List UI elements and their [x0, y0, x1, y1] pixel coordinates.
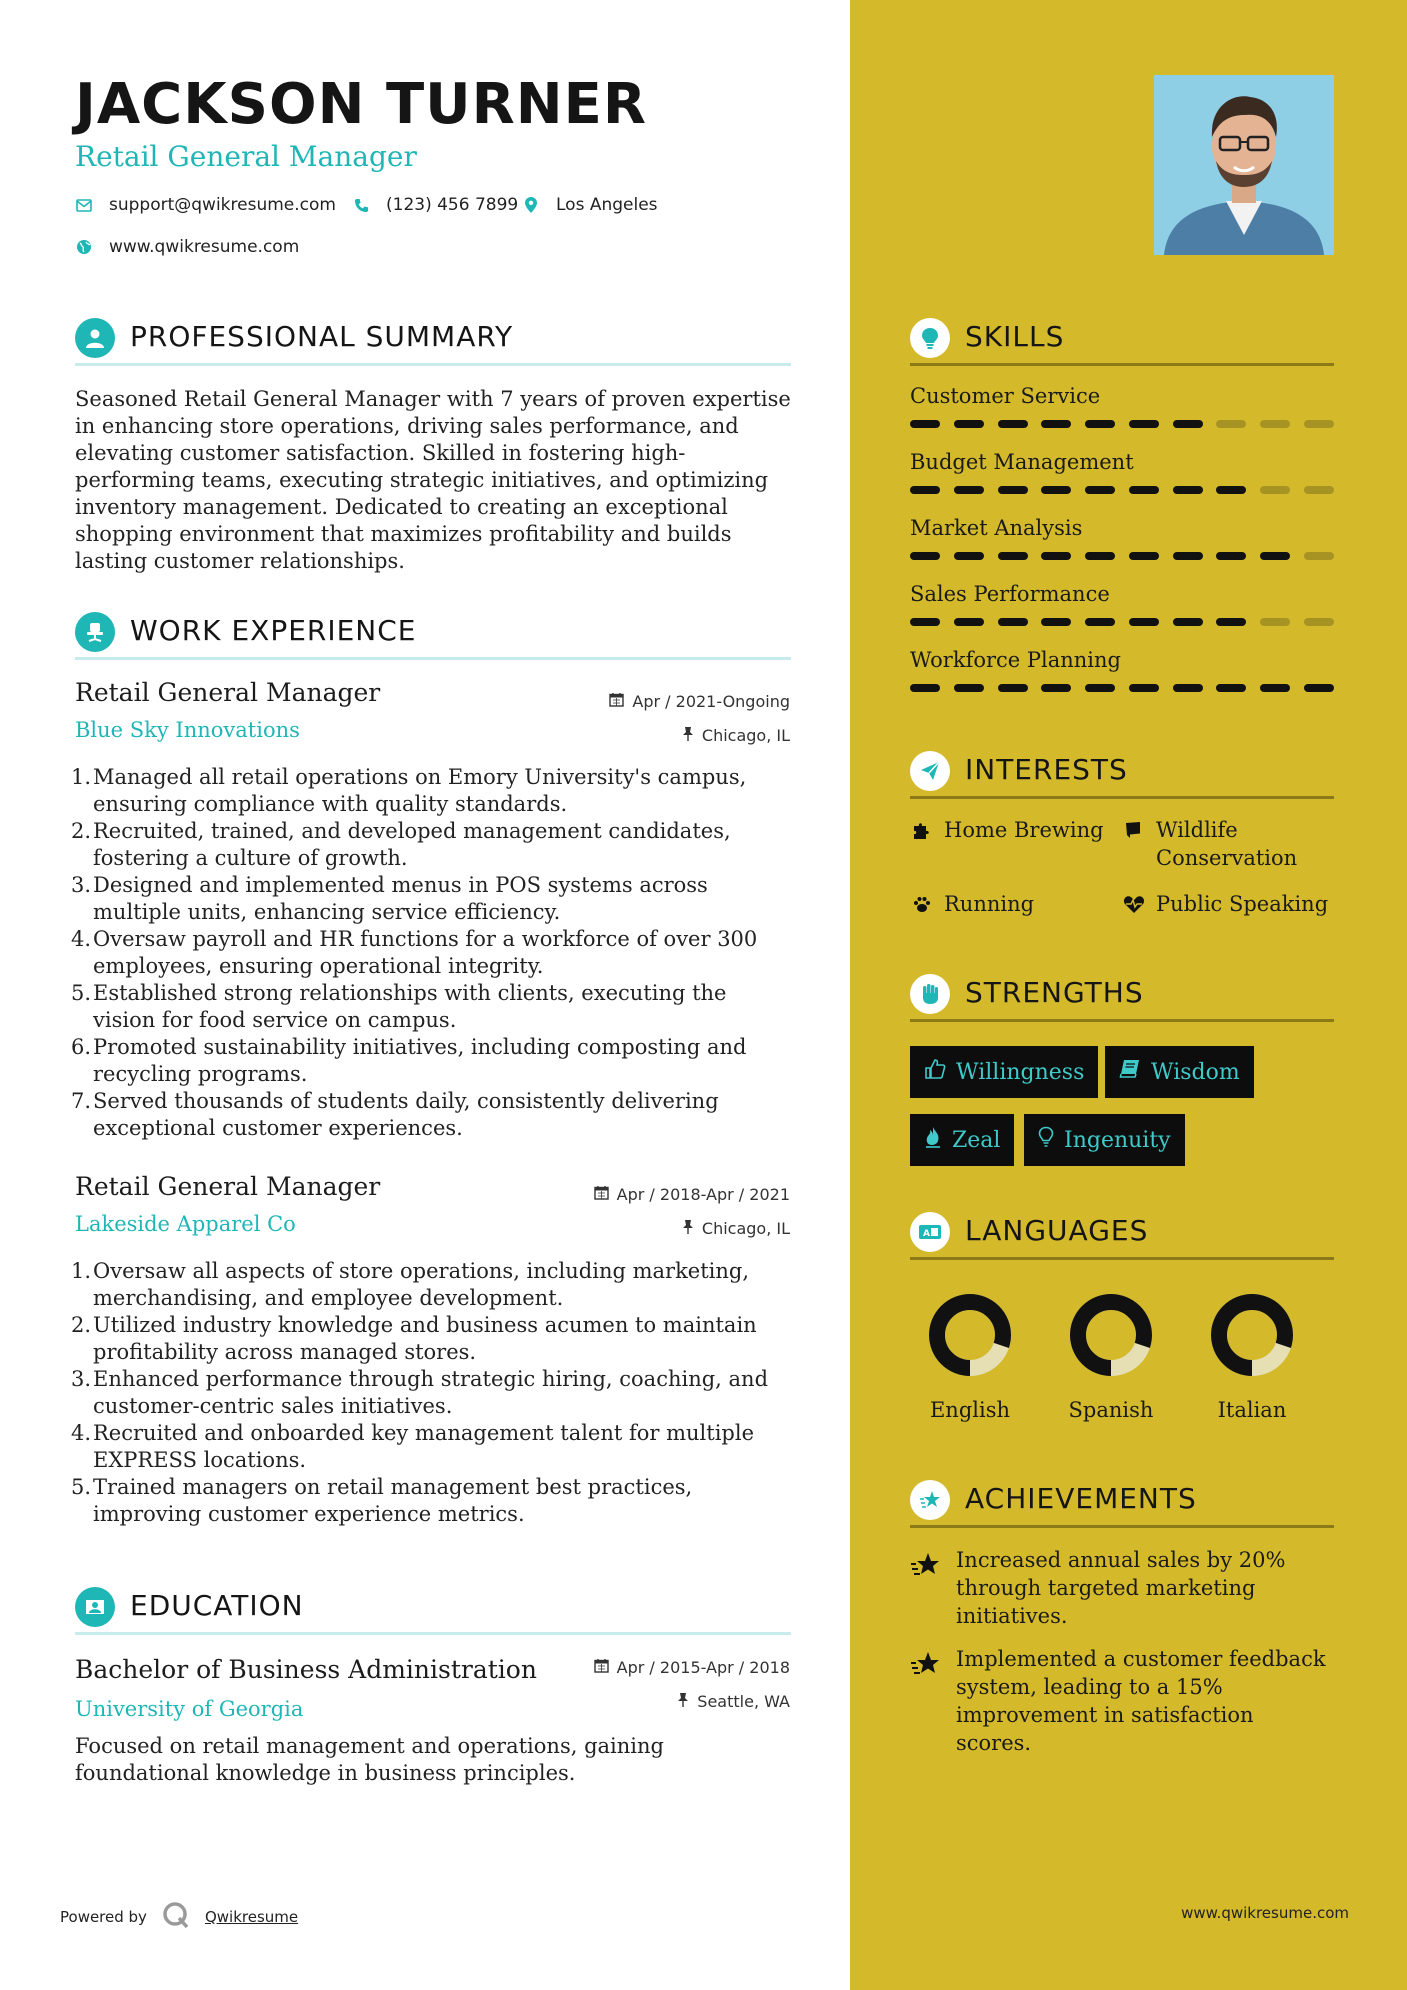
skill-segment [1085, 486, 1115, 494]
contact-website[interactable] [75, 237, 299, 257]
skill-segment [1085, 618, 1115, 626]
book-icon [1119, 1059, 1141, 1085]
pushpin-icon [677, 1692, 689, 1711]
interests-heading [910, 747, 1334, 799]
skill-segment [1173, 552, 1203, 560]
powered-by [60, 1900, 298, 1934]
pushpin-icon [682, 1219, 694, 1238]
skill-bar [910, 618, 1334, 626]
skill-row [910, 648, 1334, 692]
skill-name: Market Analysis [910, 516, 1083, 540]
achievement-item [910, 1645, 1334, 1757]
lightbulb-icon [1038, 1126, 1054, 1154]
candidate-role: Retail General Manager [75, 140, 417, 173]
skill-name: Sales Performance [910, 582, 1110, 606]
skill-segment [1173, 420, 1203, 428]
list-item: Established strong relationships with clients, executing the vision for food service on campus. [93, 981, 727, 1032]
strengths-title: STRENGTHS [965, 976, 1144, 1009]
skill-segment [910, 618, 940, 626]
skill-segment [1216, 552, 1246, 560]
calendar-icon [609, 692, 624, 711]
summary-title: PROFESSIONAL SUMMARY [130, 320, 514, 353]
job-company: Blue Sky Innovations [75, 718, 300, 742]
star-icon [910, 1546, 942, 1630]
education-location: Seattle, WA [540, 1684, 790, 1718]
skill-row [910, 582, 1334, 626]
skill-segment [1173, 486, 1203, 494]
strength-tag [910, 1114, 1014, 1166]
skill-bar [910, 684, 1334, 692]
strength-label: Zeal [952, 1127, 1001, 1153]
puzzle-icon [910, 816, 934, 844]
fire-icon [924, 1126, 942, 1154]
language-item [910, 1290, 1030, 1422]
job-title: Retail General Manager [75, 1172, 381, 1201]
list-item: Enhanced performance through strategic hiring, coaching, and customer-centric sales initiatives. [93, 1367, 769, 1418]
list-item: Managed all retail operations on Emory University's campus, ensuring compliance with quality standards. [93, 765, 747, 816]
job-location: Chicago, IL [540, 1211, 790, 1245]
user-icon [75, 318, 115, 358]
heartbeat-icon [1122, 890, 1146, 918]
interests-title: INTERESTS [965, 753, 1128, 786]
footer-site[interactable]: www.qwikresume.com [1181, 1904, 1349, 1922]
skill-segment [998, 684, 1028, 692]
strength-label: Willingness [956, 1059, 1085, 1085]
skill-name: Customer Service [910, 384, 1101, 408]
svg-text:A: A [923, 1229, 930, 1239]
contact-location [522, 195, 658, 215]
calendar-icon [594, 1658, 609, 1677]
language-donut [1207, 1290, 1297, 1380]
skill-segment [998, 552, 1028, 560]
skill-segment [1085, 420, 1115, 428]
skill-segment [998, 618, 1028, 626]
skill-segment [1216, 420, 1246, 428]
skill-segment [1260, 552, 1290, 560]
skill-segment [1041, 420, 1071, 428]
list-item: Recruited and onboarded key management talent for multiple EXPRESS locations. [93, 1421, 755, 1472]
language-name: English [929, 1398, 1011, 1422]
skill-name: Workforce Planning [910, 648, 1121, 672]
paper-plane-icon [910, 751, 950, 791]
education-date: Apr / 2015-Apr / 2018 [540, 1650, 790, 1684]
skill-segment [1041, 486, 1071, 494]
experience-heading [75, 608, 791, 660]
skill-row [910, 450, 1334, 494]
skill-segment [1041, 552, 1071, 560]
star-badge-icon [910, 1480, 950, 1520]
contact-phone[interactable] [352, 195, 518, 215]
strength-label: Wisdom [1151, 1059, 1240, 1085]
skill-segment [1129, 486, 1159, 494]
skill-segment [954, 618, 984, 626]
languages-title: LANGUAGES [965, 1214, 1149, 1247]
lightbulb-icon [910, 318, 950, 358]
interest-item [1122, 890, 1337, 918]
skill-segment [1304, 684, 1334, 692]
job-title: Retail General Manager [75, 678, 381, 707]
strength-tag [910, 1046, 1098, 1098]
job-date: Apr / 2021-Ongoing [540, 684, 790, 718]
translate-icon [910, 1212, 950, 1252]
language-item [1051, 1290, 1171, 1422]
skill-bar [910, 486, 1334, 494]
skill-segment [1260, 684, 1290, 692]
degree-title: Bachelor of Business Administration [75, 1655, 537, 1684]
fist-icon [910, 974, 950, 1014]
list-item: Utilized industry knowledge and business acumen to maintain profitability across managed stores. [93, 1313, 757, 1364]
job-location: Chicago, IL [540, 718, 790, 752]
job-bullets [93, 1258, 793, 1528]
skill-segment [1304, 552, 1334, 560]
book-open-icon [1122, 816, 1146, 872]
skill-segment [1304, 486, 1334, 494]
job-company: Lakeside Apparel Co [75, 1212, 296, 1236]
language-donut [1066, 1290, 1156, 1380]
powered-by-label: Powered by [60, 1908, 147, 1926]
profile-photo [1154, 75, 1334, 255]
email-text: support@qwikresume.com [109, 195, 336, 215]
globe-icon [75, 238, 93, 256]
interest-item [1122, 816, 1337, 872]
skill-segment [1304, 618, 1334, 626]
language-donut [925, 1290, 1015, 1380]
skill-row [910, 516, 1334, 560]
skill-segment [998, 486, 1028, 494]
map-pin-icon [522, 196, 540, 214]
list-item: Oversaw all aspects of store operations, including marketing, merchandising, and employee development. [93, 1259, 750, 1310]
skill-segment [954, 684, 984, 692]
skill-segment [1041, 684, 1071, 692]
strengths-heading [910, 970, 1334, 1022]
interest-item [910, 816, 1110, 844]
achievements-heading [910, 1476, 1334, 1528]
school-name: University of Georgia [75, 1697, 304, 1721]
education-meta [540, 1650, 790, 1718]
interest-label: Wildlife Conservation [1156, 818, 1298, 870]
interest-label: Public Speaking [1156, 892, 1329, 916]
list-item: Served thousands of students daily, consistently delivering exceptional customer experiences. [93, 1089, 719, 1140]
skill-row [910, 384, 1334, 428]
skill-segment [1173, 618, 1203, 626]
skill-segment [1129, 618, 1159, 626]
interest-item [910, 890, 1110, 918]
job-meta [540, 684, 790, 752]
phone-text: (123) 456 7899 [386, 195, 519, 215]
skills-title: SKILLS [965, 320, 1065, 353]
list-item: Oversaw payroll and HR functions for a workforce of over 300 employees, ensuring operational integrity. [93, 927, 758, 978]
list-item: Designed and implemented menus in POS systems across multiple units, enhancing service efficiency. [93, 873, 708, 924]
education-heading [75, 1583, 791, 1635]
strength-label: Ingenuity [1064, 1127, 1171, 1153]
office-chair-icon [75, 612, 115, 652]
contact-email[interactable] [75, 195, 336, 215]
languages-heading [910, 1208, 1334, 1260]
skill-segment [910, 684, 940, 692]
education-text: Focused on retail management and operations, gaining foundational knowledge in business principles. [75, 1734, 664, 1785]
skill-segment [1260, 486, 1290, 494]
language-name: Italian [1217, 1398, 1287, 1422]
skill-segment [1260, 420, 1290, 428]
calendar-icon [594, 1185, 609, 1204]
graduate-icon [75, 1587, 115, 1627]
pushpin-icon [682, 726, 694, 745]
brand-link[interactable]: Qwikresume [204, 1908, 299, 1926]
skill-segment [910, 486, 940, 494]
language-item [1192, 1290, 1312, 1422]
skill-segment [954, 486, 984, 494]
achievement-text: Implemented a customer feedback system, leading to a 15% improvement in satisfaction scores. [956, 1647, 1326, 1755]
list-item: Promoted sustainability initiatives, including composting and recycling programs. [93, 1035, 747, 1086]
phone-icon [352, 196, 370, 214]
skill-segment [1216, 486, 1246, 494]
qwikresume-logo-icon [161, 1900, 191, 1934]
skill-bar [910, 552, 1334, 560]
language-name: Spanish [1068, 1398, 1154, 1422]
skills-heading [910, 314, 1334, 366]
skill-segment [910, 552, 940, 560]
education-title: EDUCATION [130, 1589, 304, 1622]
job-bullets [93, 764, 793, 1142]
thumbs-up-icon [924, 1058, 946, 1086]
envelope-icon [75, 196, 93, 214]
skill-segment [1304, 420, 1334, 428]
skill-segment [1085, 684, 1115, 692]
skill-segment [1085, 552, 1115, 560]
list-item: Recruited, trained, and developed management candidates, fostering a culture of growth. [93, 819, 731, 870]
interest-label: Running [944, 892, 1035, 916]
job-date: Apr / 2018-Apr / 2021 [540, 1177, 790, 1211]
summary-heading [75, 314, 791, 366]
star-icon [910, 1645, 942, 1757]
skill-segment [1173, 684, 1203, 692]
list-item: Trained managers on retail management best practices, improving customer experience metrics. [93, 1475, 693, 1526]
achievement-item [910, 1546, 1334, 1630]
strength-tag [1024, 1114, 1185, 1166]
skill-segment [1216, 684, 1246, 692]
skill-segment [954, 420, 984, 428]
skill-segment [1129, 684, 1159, 692]
job-meta [540, 1177, 790, 1245]
strength-tag [1105, 1046, 1254, 1098]
skill-segment [1129, 420, 1159, 428]
achievement-text: Increased annual sales by 20% through targeted marketing initiatives. [956, 1548, 1286, 1628]
interest-label: Home Brewing [944, 818, 1104, 842]
summary-text: Seasoned Retail General Manager with 7 years of proven expertise in enhancing store operations, driving sales performance, and elevating customer satisfaction. Skilled in fostering high-performing teams, executing strategic initiatives, and optimizing inventory management. Dedicated to creating an exceptional shopping environment that maximizes profitability and builds lasting customer relationships. [75, 387, 791, 573]
achievements-title: ACHIEVEMENTS [965, 1482, 1197, 1515]
skill-name: Budget Management [910, 450, 1134, 474]
skill-segment [1129, 552, 1159, 560]
paw-icon [910, 890, 934, 918]
skill-segment [954, 552, 984, 560]
skill-bar [910, 420, 1334, 428]
website-text: www.qwikresume.com [109, 237, 300, 257]
skill-segment [1260, 618, 1290, 626]
location-text: Los Angeles [556, 195, 658, 215]
experience-title: WORK EXPERIENCE [130, 614, 417, 647]
skill-segment [998, 420, 1028, 428]
candidate-name: JACKSON TURNER [75, 72, 648, 137]
skill-segment [1216, 618, 1246, 626]
skill-segment [1041, 618, 1071, 626]
skill-segment [910, 420, 940, 428]
